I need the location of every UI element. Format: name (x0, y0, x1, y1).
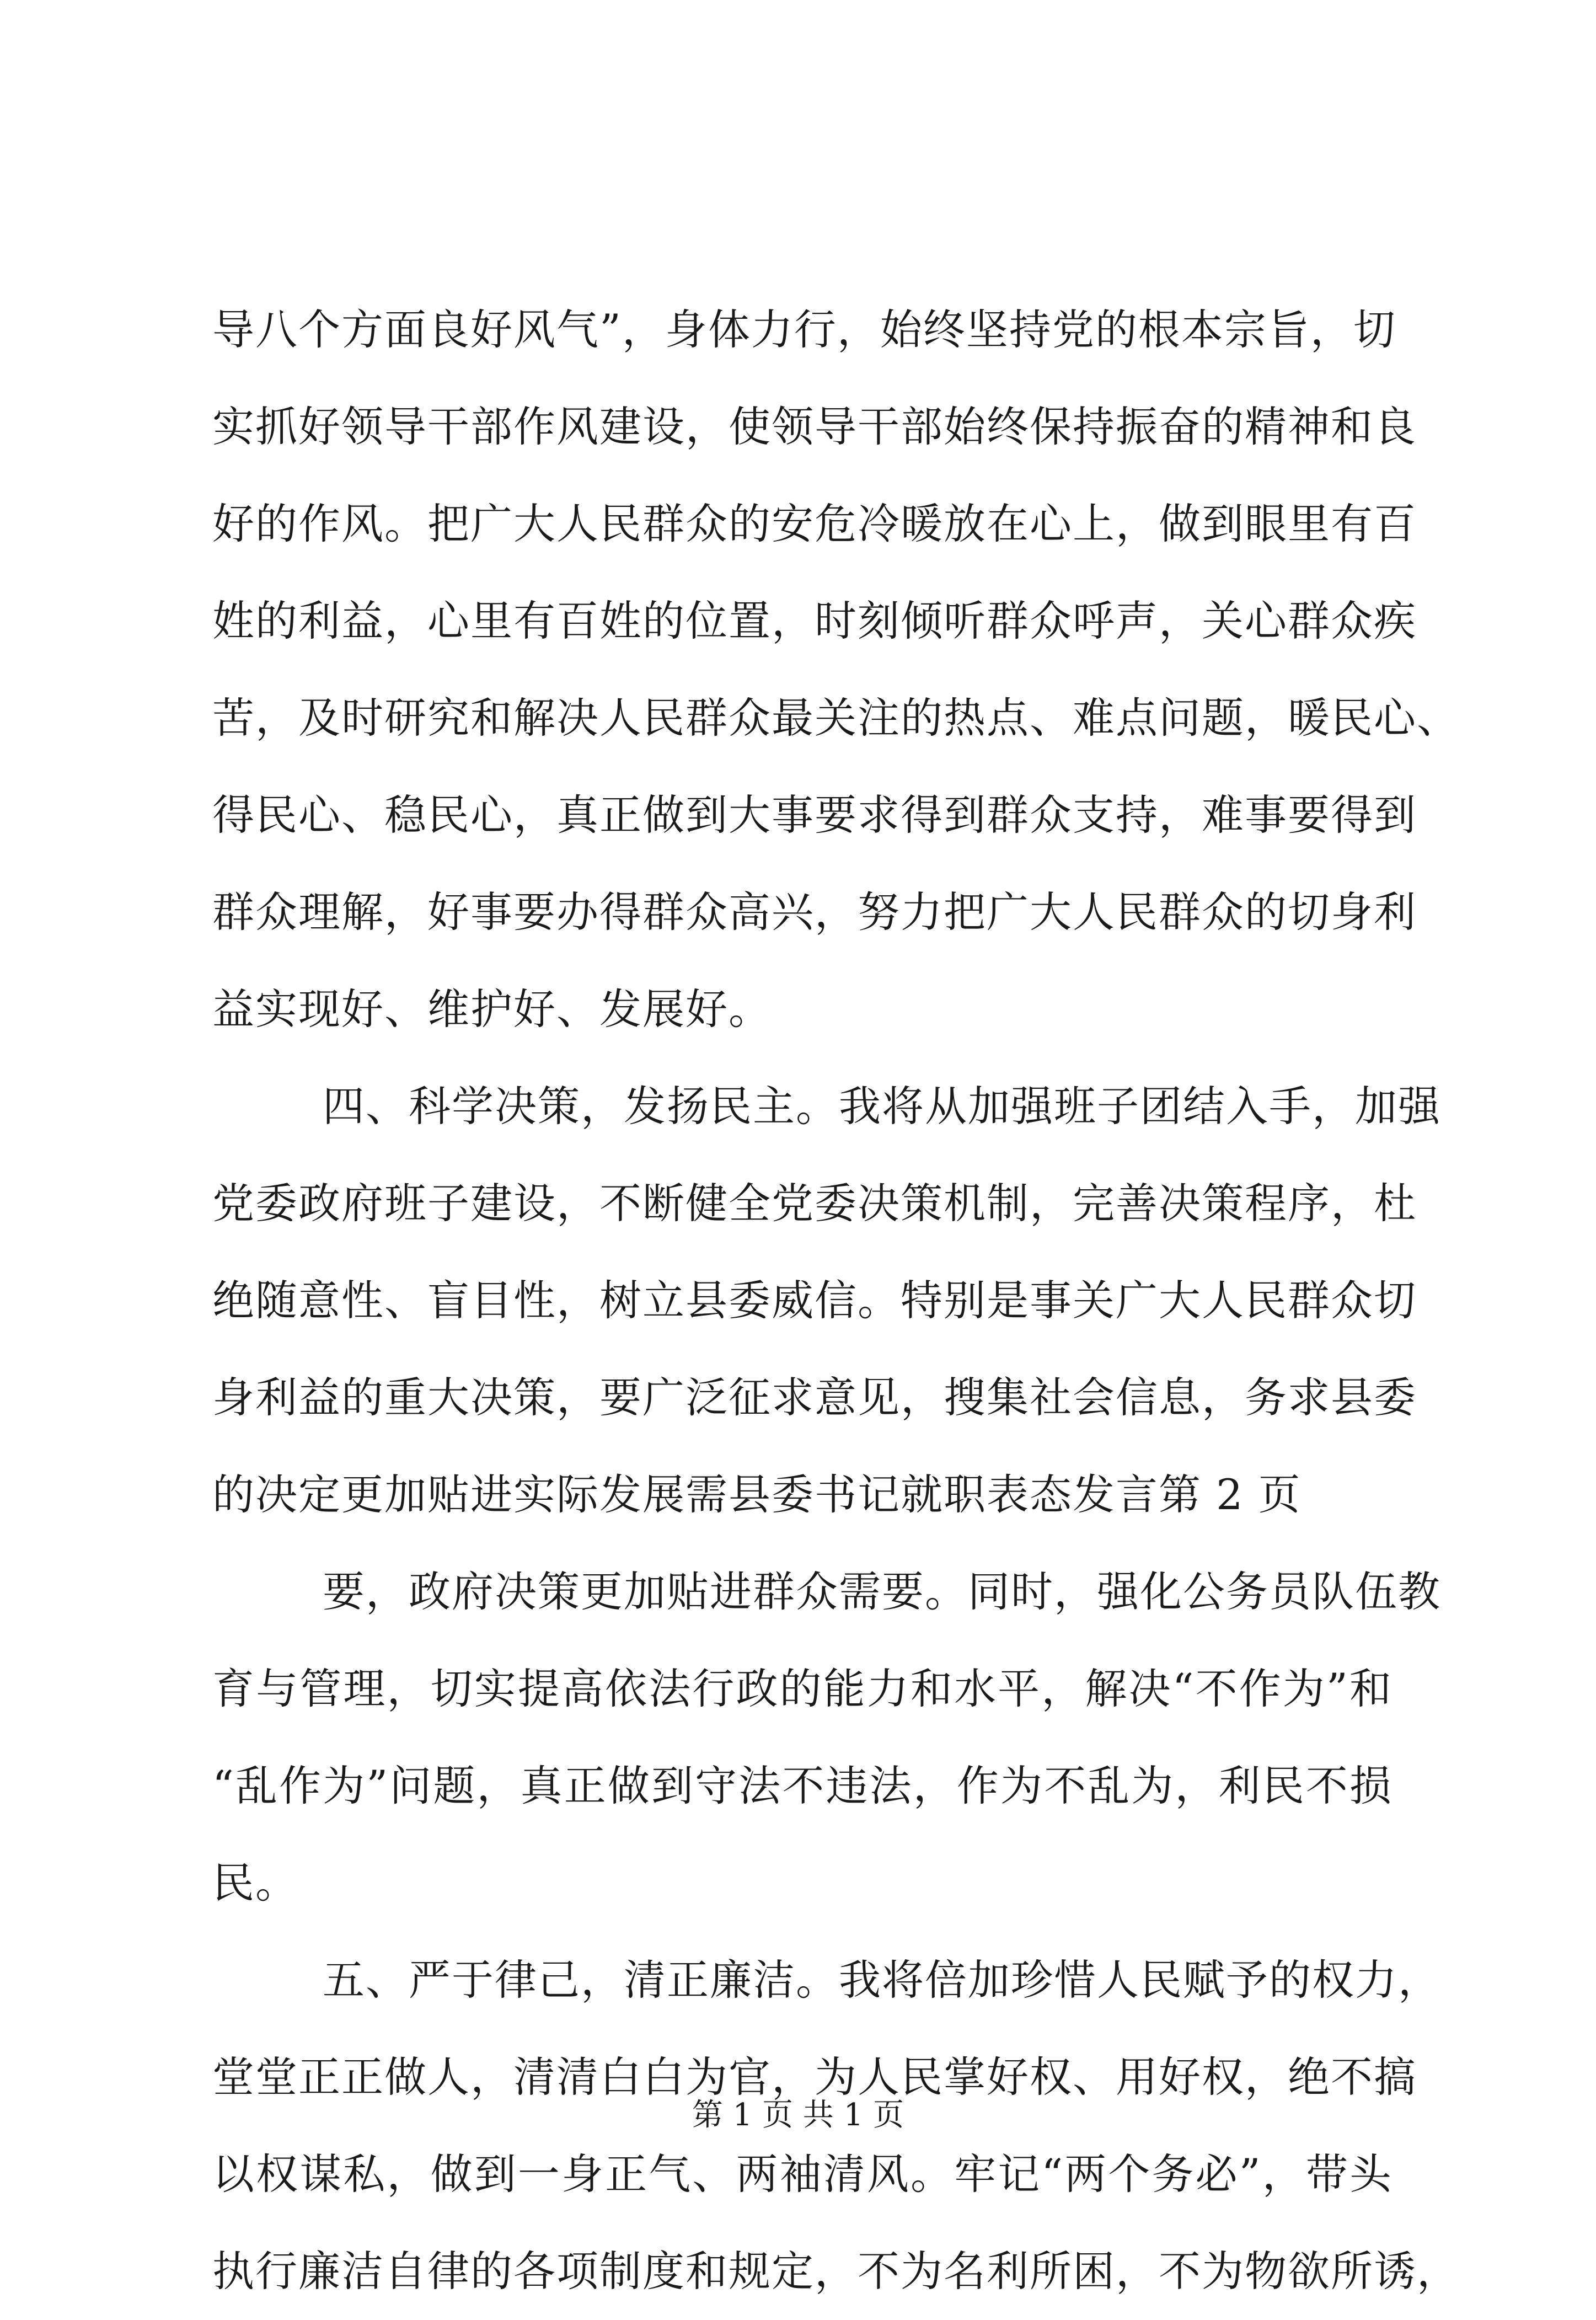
text-line: 姓的利益，心里有百姓的位置，时刻倾听群众呼声，关心群众疾 (212, 596, 1417, 645)
paragraph-heading-line: 四、科学决策，发扬民主。我将从加强班子团结入手，加强 (323, 1082, 1441, 1131)
text-line: 的决定更加贴进实际发展需县委书记就职表态发言第 2 页 (212, 1470, 1302, 1519)
text-line: 执行廉洁自律的各项制度和规定，不为名利所困，不为物欲所诱， (212, 2247, 1460, 2296)
paragraph-heading-line: 五、严于律己，清正廉洁。我将倍加珍惜人民赋予的权力， (323, 1955, 1441, 2004)
document-body (212, 281, 1460, 2320)
text-line: 堂堂正正做人，清清白白为官，为人民掌好权、用好权，绝不搞 (212, 2052, 1417, 2102)
text-line: 得民心、稳民心，真正做到大事要求得到群众支持，难事要得到 (212, 790, 1417, 840)
text-line: 导八个方面良好风气”，身体力行，始终坚持党的根本宗旨，切 (212, 305, 1396, 354)
text-line: 苦，及时研究和解决人民群众最关注的热点、难点问题，暖民心、 (212, 693, 1460, 742)
text-line: 党委政府班子建设，不断健全党委决策机制，完善决策程序，杜 (212, 1179, 1417, 1228)
text-line: 民。 (212, 1858, 298, 1907)
text-line: 以权谋私，做到一身正气、两袖清风。牢记“两个务必”，带头 (212, 2150, 1393, 2199)
text-line: 群众理解，好事要办得群众高兴，努力把广大人民群众的切身利 (212, 888, 1417, 937)
text-line: 要，政府决策更加贴进群众需要。同时，强化公务员队伍教 (323, 1567, 1441, 1616)
page-footer: 第 1 页 共 1 页 (692, 2097, 904, 2133)
text-line: 益实现好、维护好、发展好。 (212, 985, 772, 1034)
text-line: 身利益的重大决策，要广泛征求意见，搜集社会信息，务求县委 (212, 1373, 1417, 1422)
text-line: 实抓好领导干部作风建设，使领导干部始终保持振奋的精神和良 (212, 402, 1417, 451)
text-line: “乱作为”问题，真正做到守法不违法，作为不乱为，利民不损 (212, 1761, 1393, 1810)
text-line: 好的作风。把广大人民群众的安危冷暖放在心上，做到眼里有百 (212, 499, 1417, 548)
text-line: 育与管理，切实提高依法行政的能力和水平，解决“不作为”和 (212, 1664, 1393, 1713)
text-line: 绝随意性、盲目性，树立县委威信。特别是事关广大人民群众切 (212, 1276, 1417, 1325)
